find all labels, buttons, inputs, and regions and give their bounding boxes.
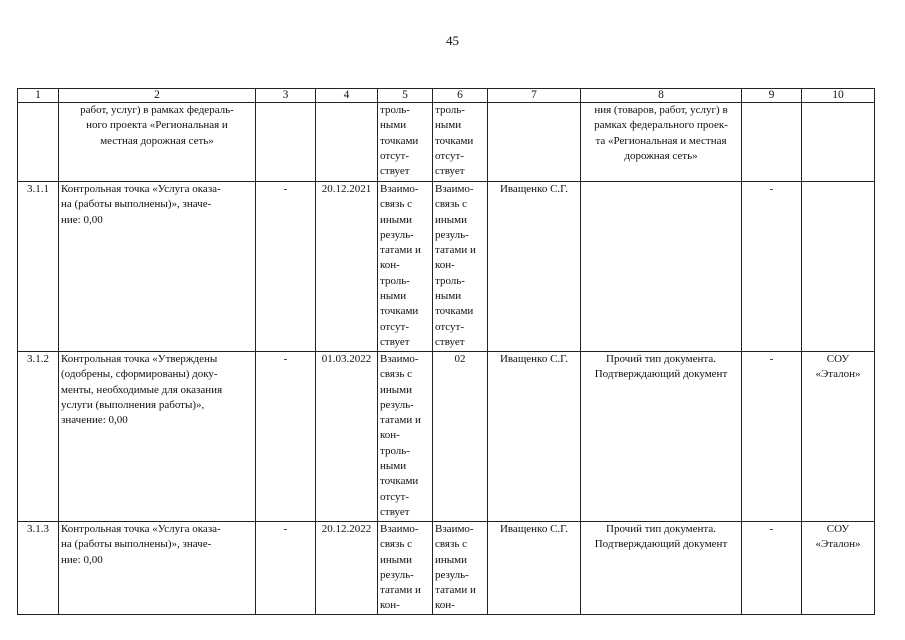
- table-row: [18, 352, 875, 522]
- column-number: 4: [316, 89, 378, 103]
- column-number: 1: [18, 89, 59, 103]
- cell-document: [581, 182, 742, 352]
- cell-name: работ, услуг) в рамках федераль- ного проекта «Региональная и местная дорожная сеть»: [59, 103, 256, 182]
- cell-successor: 02: [433, 352, 488, 522]
- cell-number: 3.1.2: [18, 352, 59, 522]
- column-number: 9: [742, 89, 802, 103]
- cell-number: [18, 103, 59, 182]
- cell-system: СОУ «Эталон»: [802, 352, 875, 522]
- cell-name: Контрольная точка «Услуга оказа- на (работы выполнены)», значе- ние: 0,00: [59, 182, 256, 352]
- cell-base-value: -: [256, 182, 316, 352]
- column-number: 10: [802, 89, 875, 103]
- cell-date: 20.12.2021: [316, 182, 378, 352]
- cell-name: Контрольная точка «Утверждены (одобрены, сформированы) доку- менты, необходимые для оказания услуги (выполнения работы)», значение: 0,00: [59, 352, 256, 522]
- column-number: 2: [59, 89, 256, 103]
- cell-base-value: -: [256, 522, 316, 615]
- cell-predecessor: Взаимо- связь с иными резуль- татами и кон- троль- ными точками отсут- ствует: [378, 182, 433, 352]
- cell-date: 01.03.2022: [316, 352, 378, 522]
- cell-number: 3.1.1: [18, 182, 59, 352]
- cell-predecessor: Взаимо- связь с иными резуль- татами и кон- троль- ными точками отсут- ствует: [378, 352, 433, 522]
- cell-base-value: -: [256, 352, 316, 522]
- cell-responsible: Иващенко С.Г.: [488, 352, 581, 522]
- column-number: 6: [433, 89, 488, 103]
- table-row: [18, 182, 875, 352]
- cell-name: Контрольная точка «Услуга оказа- на (работы выполнены)», значе- ние: 0,00: [59, 522, 256, 615]
- column-number: 8: [581, 89, 742, 103]
- cell-level: [742, 103, 802, 182]
- column-number: 7: [488, 89, 581, 103]
- cell-base-value: [256, 103, 316, 182]
- cell-predecessor: Взаимо- связь с иными резуль- татами и кон-: [378, 522, 433, 615]
- cell-level: -: [742, 522, 802, 615]
- continuation-row: [18, 103, 875, 182]
- cell-responsible: Иващенко С.Г.: [488, 522, 581, 615]
- cell-level: -: [742, 182, 802, 352]
- cell-successor: Взаимо- связь с иными резуль- татами и кон- троль- ными точками отсут- ствует: [433, 182, 488, 352]
- cell-level: -: [742, 352, 802, 522]
- column-number-row: [18, 89, 875, 103]
- column-number: 3: [256, 89, 316, 103]
- cell-responsible: [488, 103, 581, 182]
- cell-successor: троль- ными точками отсут- ствует: [433, 103, 488, 182]
- table-row: [18, 522, 875, 615]
- cell-responsible: Иващенко С.Г.: [488, 182, 581, 352]
- cell-date: [316, 103, 378, 182]
- cell-date: 20.12.2022: [316, 522, 378, 615]
- cell-number: 3.1.3: [18, 522, 59, 615]
- cell-predecessor: троль- ными точками отсут- ствует: [378, 103, 433, 182]
- page-number: 45: [446, 33, 459, 48]
- cell-system: [802, 182, 875, 352]
- cell-document: ния (товаров, работ, услуг) в рамках федерального проек- та «Региональная и местная дорожная сеть»: [581, 103, 742, 182]
- cell-system: СОУ «Эталон»: [802, 522, 875, 615]
- column-number: 5: [378, 89, 433, 103]
- cell-successor: Взаимо- связь с иными резуль- татами и кон-: [433, 522, 488, 615]
- cell-document: Прочий тип документа. Подтверждающий документ: [581, 522, 742, 615]
- control-points-table: [17, 88, 875, 615]
- cell-system: [802, 103, 875, 182]
- cell-document: Прочий тип документа. Подтверждающий документ: [581, 352, 742, 522]
